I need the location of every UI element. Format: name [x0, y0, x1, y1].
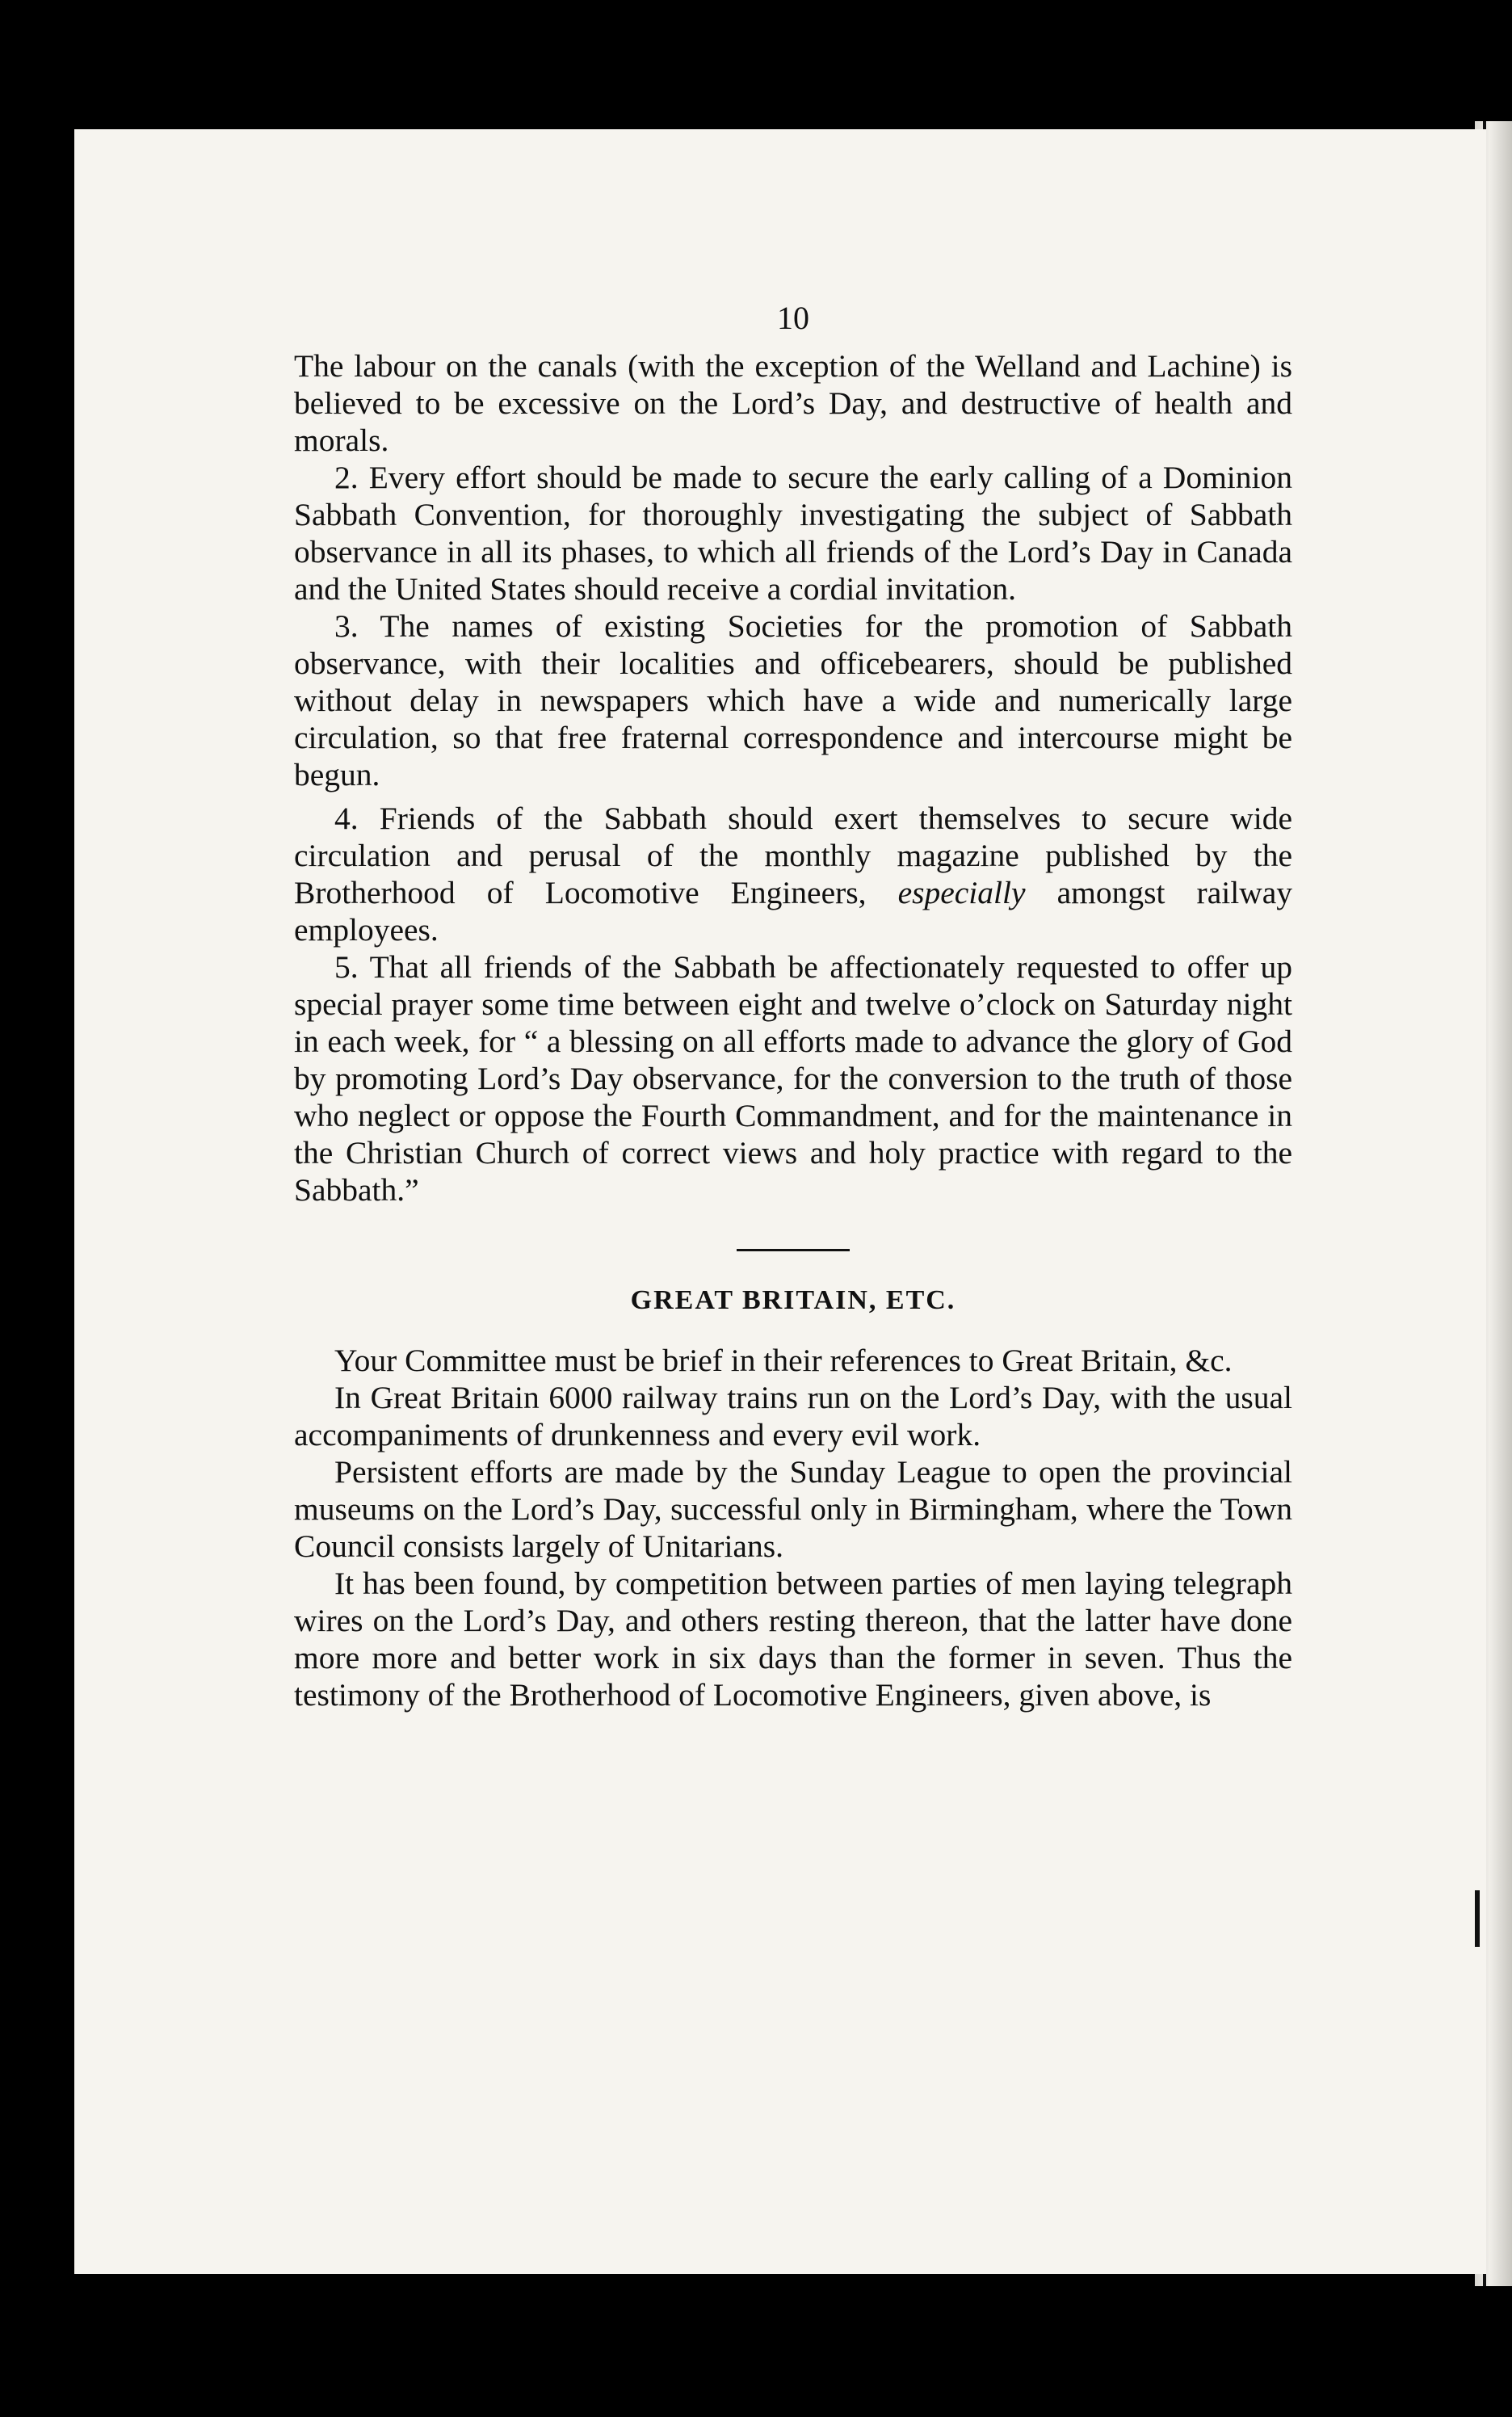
paragraph: The labour on the canals (with the exception of the Welland and Lachine) is believed to be excessive on the Lord’s Day, and destructive of health and morals. — [294, 348, 1292, 458]
paragraph: It has been found, by competition between parties of men laying telegraph wires on the Lord’s Day, and others resting thereon, that the latter have done more more and better work in six days than the former in seven. Thus the testimony of the Brotherhood of Locomotive Engineers, given above, is — [294, 1566, 1292, 1713]
section-divider — [737, 1249, 850, 1251]
paragraph: 2. Every effort should be made to secure the early calling of a Dominion Sabbath Convention, for thoroughly investigating the subject of Sabbath observance in all its phases, to which all friends of the Lord’s Day in Canada and the United States should receive a cordial invitation. — [294, 460, 1292, 607]
paragraph: In Great Britain 6000 railway trains run on the Lord’s Day, with the usual accompaniments of drunkenness and every evil work. — [294, 1380, 1292, 1452]
paragraph: Persistent efforts are made by the Sunday League to open the provincial museums on the Lord’s Day, successful only in Birmingham, where the Town Council consists largely of Unitarians. — [294, 1454, 1292, 1564]
page-content — [294, 299, 1292, 1713]
edge-mark — [1475, 1890, 1480, 1947]
paragraph: 4. Friends of the Sabbath should exert themselves to secure wide circulation and perusal of the monthly magazine published by the Brotherhood of Locomotive Engineers, especially amongst railway employees. — [294, 801, 1292, 948]
section-heading: GREAT BRITAIN, ETC. — [630, 1285, 956, 1315]
paragraph: 5. That all friends of the Sabbath be affectionately requested to offer up special prayer some time between eight and twelve o’clock on Saturday night in each week, for “ a blessing on all efforts made to advance the glory of God by promoting Lord’s Day observance, for the conversion to the truth of those who neglect or oppose the Fourth Commandment, and for the maintenance in the Christian Church of correct views and holy practice with regard to the Sabbath.” — [294, 949, 1292, 1208]
paragraph: Your Committee must be brief in their references to Great Britain, &c. — [334, 1343, 1233, 1378]
paragraph: 3. The names of existing Societies for the promotion of Sabbath observance, with their localities and officebearers, should be published without delay in newspapers which have a wide and numerically large circulation, so that free fraternal correspondence and intercourse might be begun. — [294, 608, 1292, 792]
page-number: 10 — [777, 300, 809, 336]
